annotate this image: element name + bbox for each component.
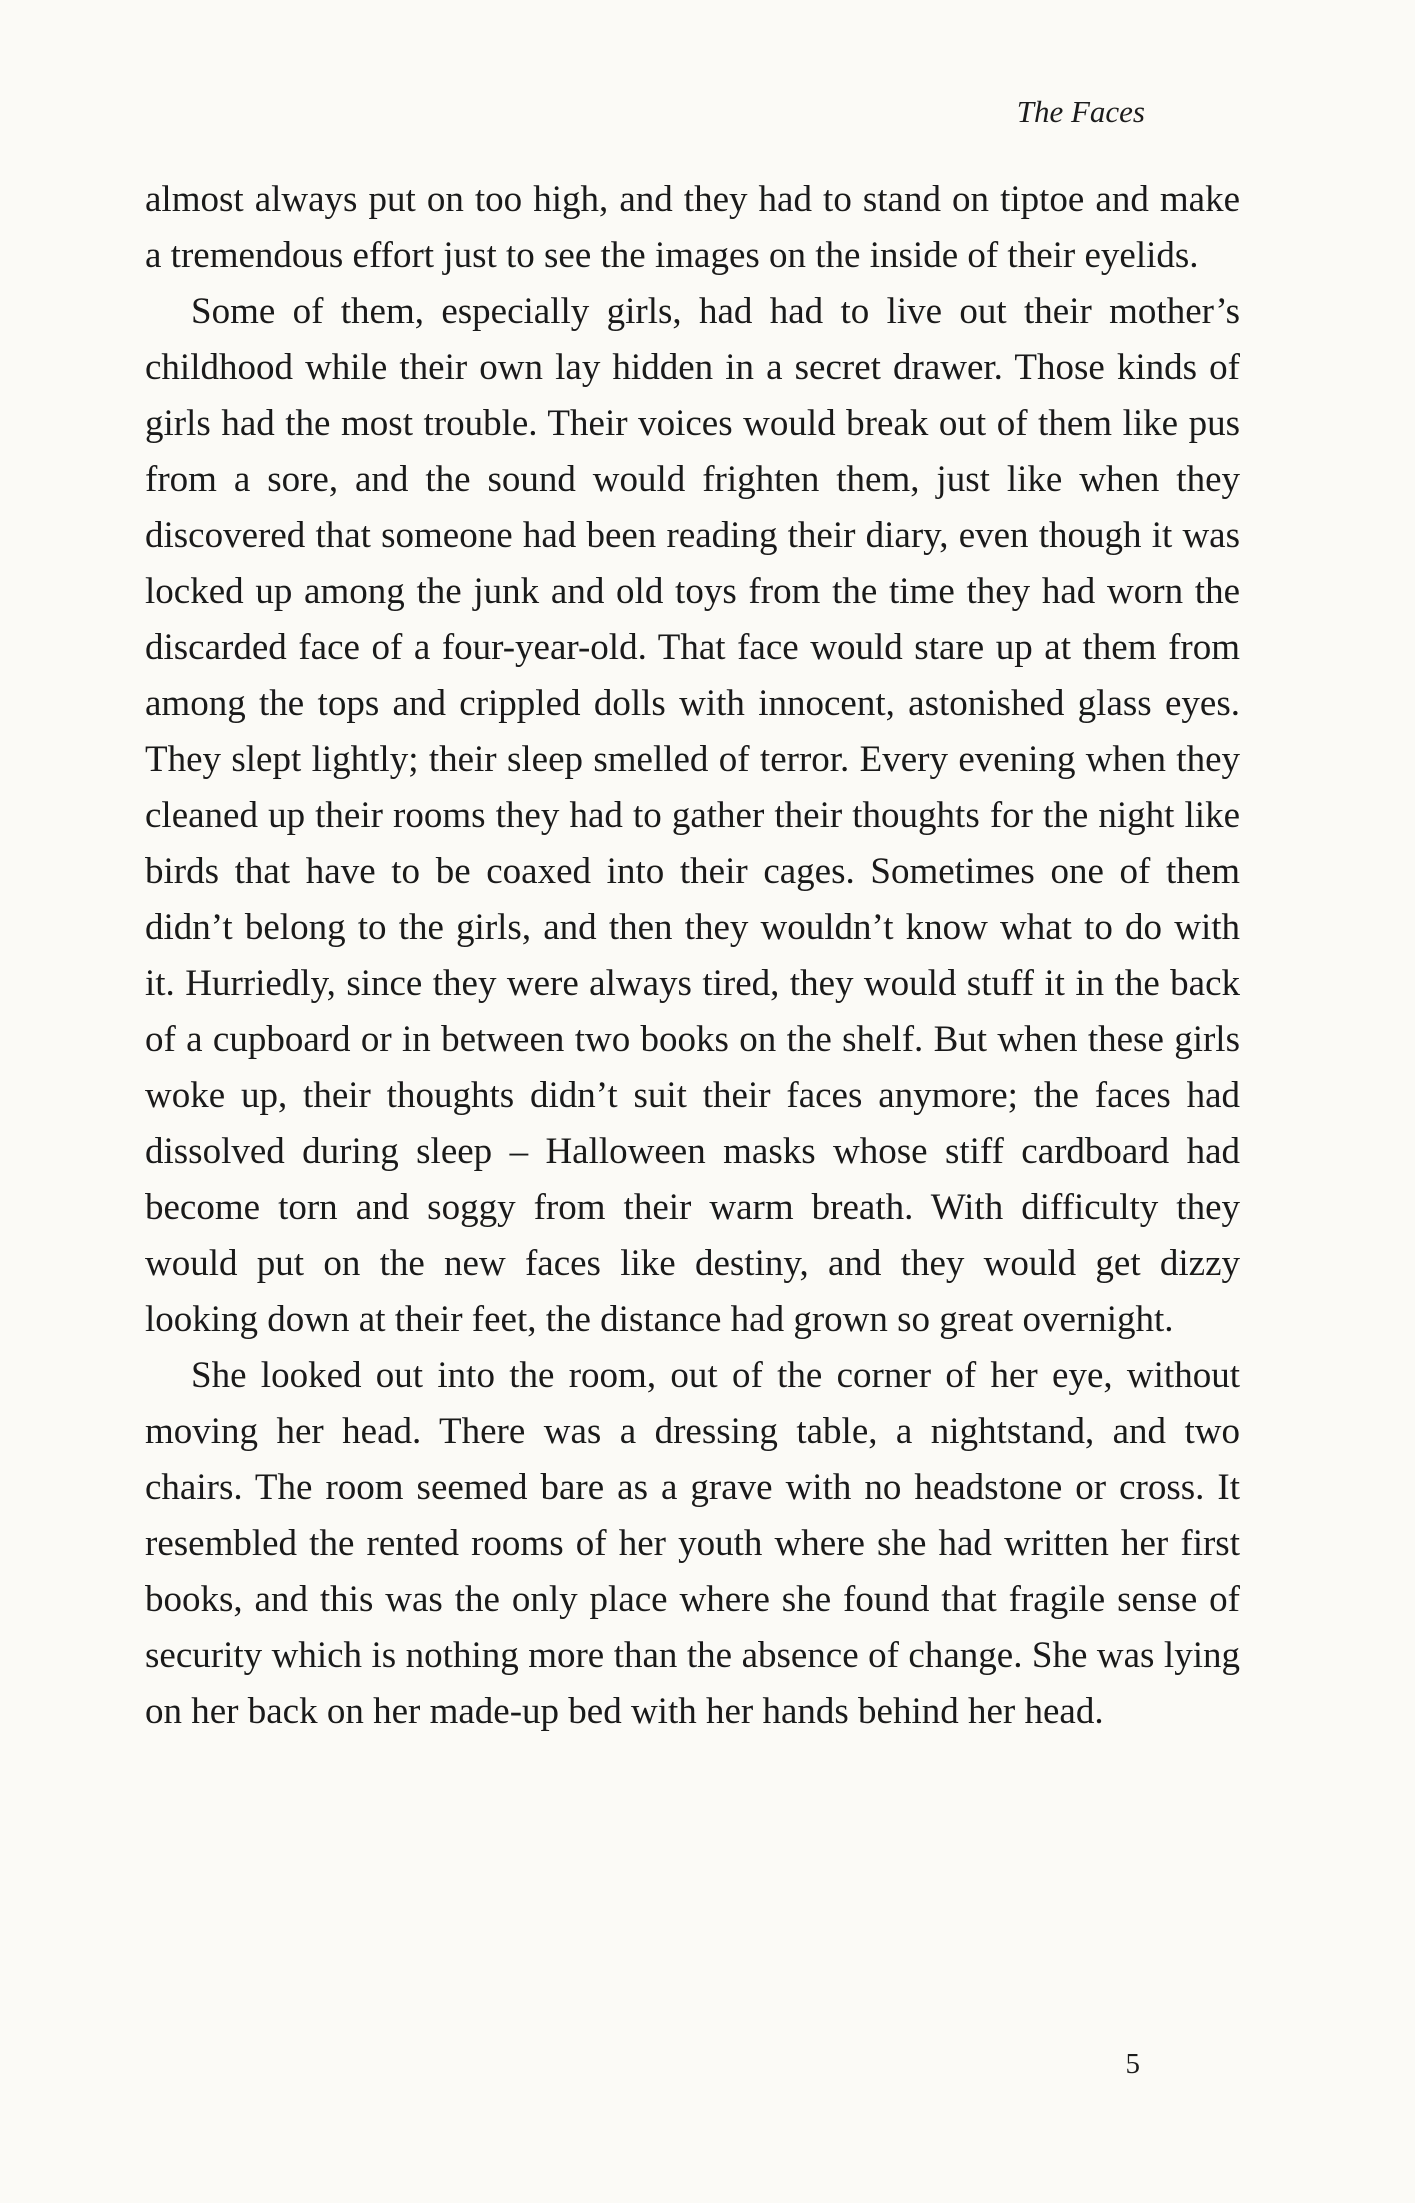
page-number: 5 [1125,2048,1140,2080]
running-head: The Faces [1016,94,1145,129]
paragraph: Some of them, especially girls, had had to live out their mother’s childhood while their own lay hidden in a secret drawer. Those kinds of girls had the most trouble. Their voices would break out of them like pus from a sore, and the sound would frighten them, just like when they discovered that someone had been reading their diary, even though it was locked up among the junk and old toys from the time they had worn the discarded face of a four-year-old. That face would stare up at them from among the tops and crippled dolls with innocent, astonished glass eyes. They slept lightly; their sleep smelled of terror. Every evening when they cleaned up their rooms they had to gather their thoughts for the night like birds that have to be coaxed into their cages. Sometimes one of them didn’t belong to the girls, and then they wouldn’t know what to do with it. Hurriedly, since they were always tired, they would stuff it in the back of a cupboard or in between two books on the shelf. But when these girls woke up, their thoughts didn’t suit their faces anymore; the faces had dissolved during sleep – Halloween masks whose stiff cardboard had become torn and soggy from their warm breath. With difficulty they would put on the new faces like destiny, and they would get dizzy looking down at their feet, the distance had grown so great overnight. [145,291,1240,1340]
body-text [145,172,1240,1740]
paragraph: She looked out into the room, out of the corner of her eye, without moving her head. There was a dressing table, a nightstand, and two chairs. The room seemed bare as a grave with no headstone or cross. It resembled the rented rooms of her youth where she had written her first books, and this was the only place where she found that fragile sense of security which is nothing more than the absence of change. She was lying on her back on her made-up bed with her hands behind her head. [145,1355,1240,1732]
paragraph-continued: almost always put on too high, and they had to stand on tiptoe and make a tremendous effort just to see the images on the inside of their eyelids. [145,179,1240,276]
